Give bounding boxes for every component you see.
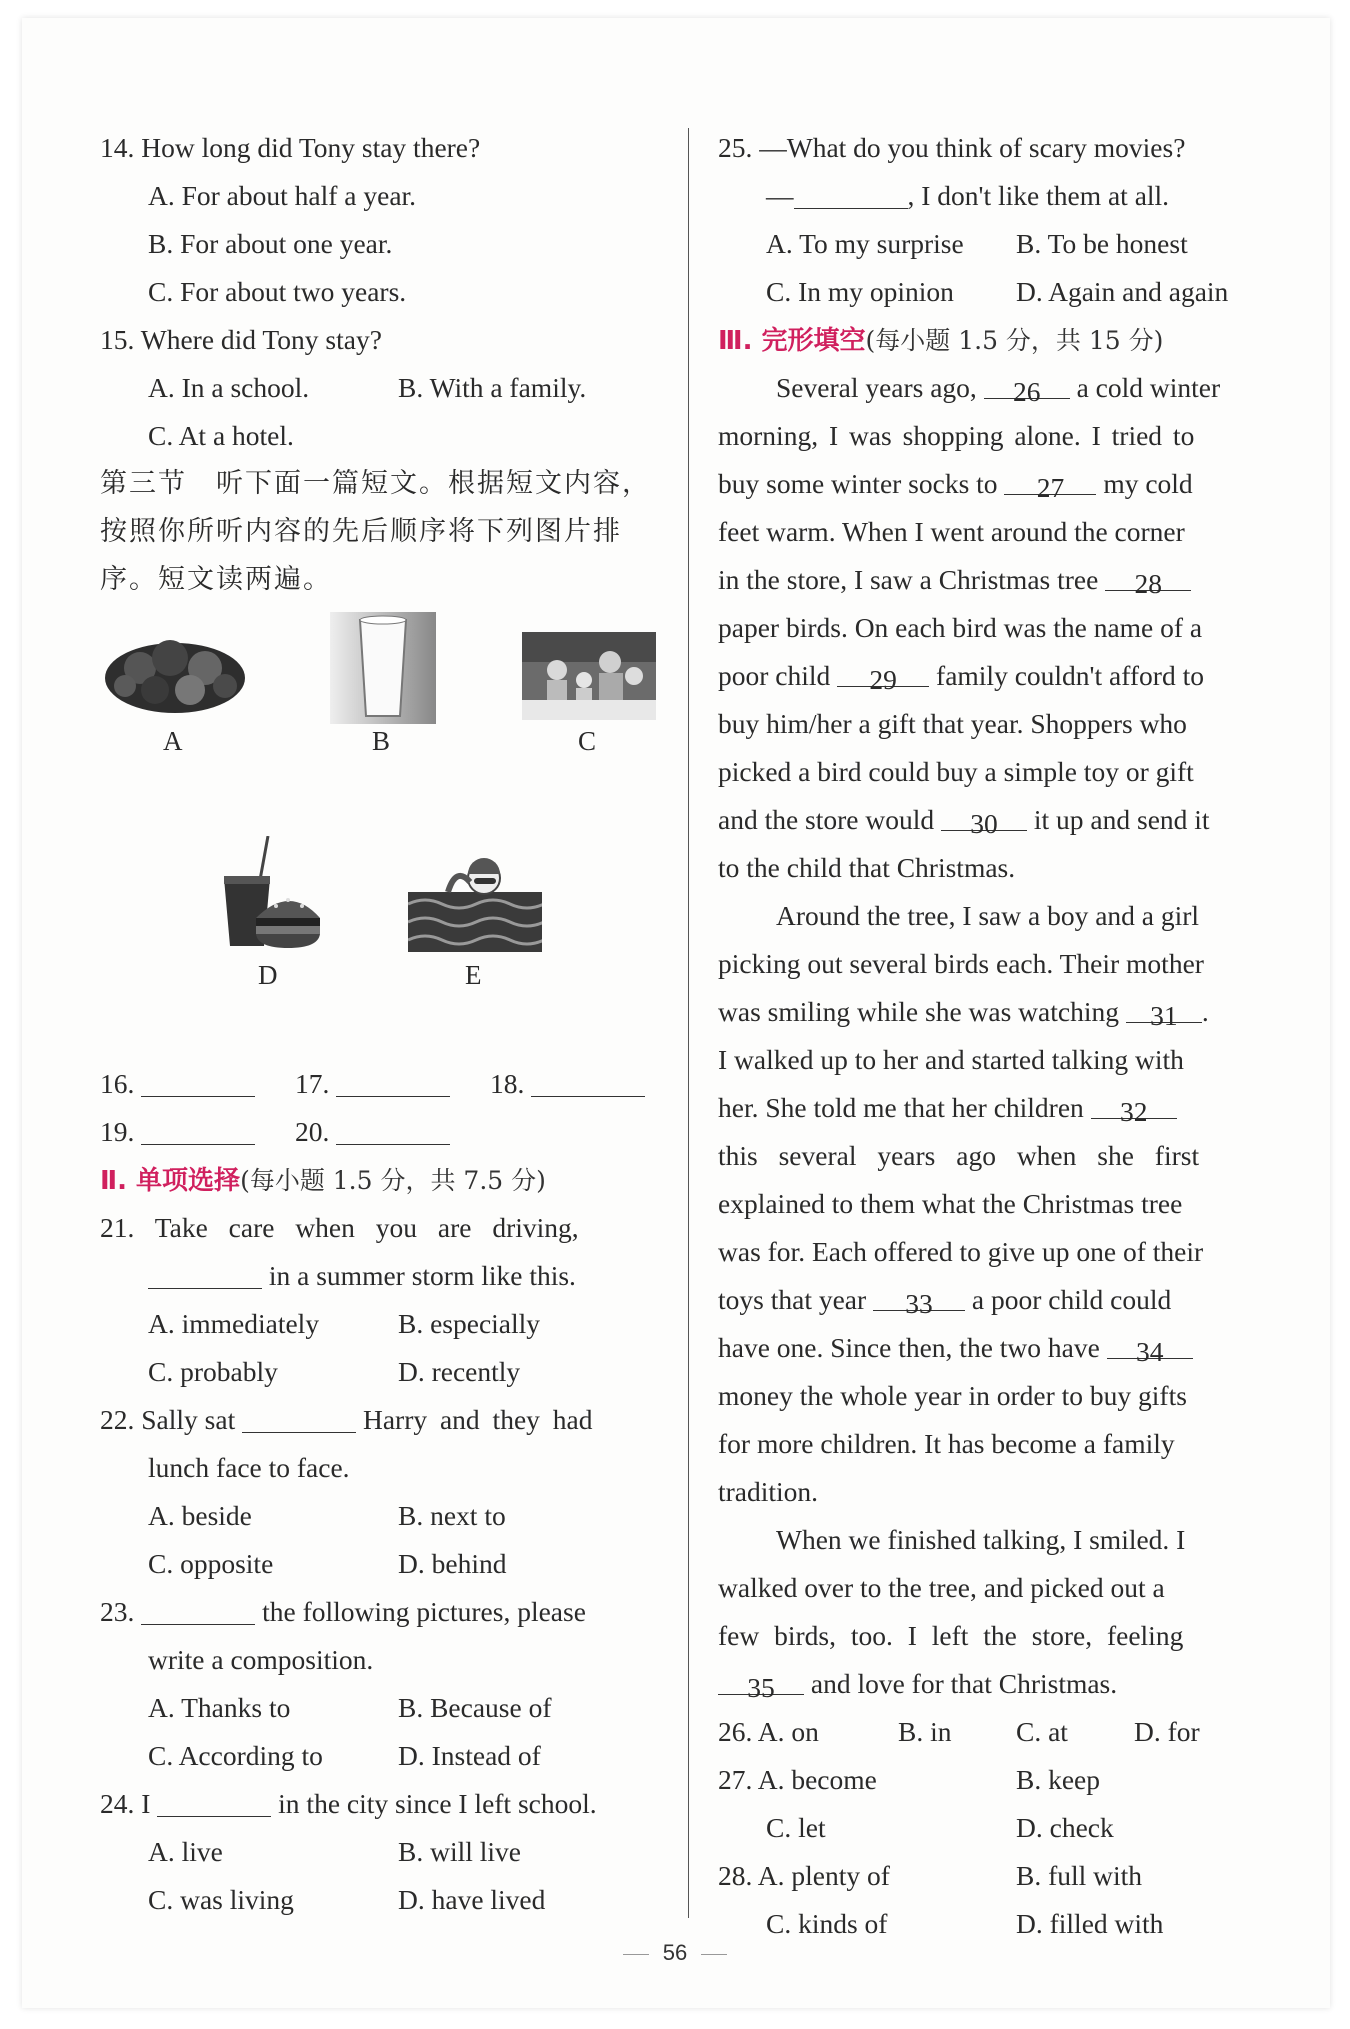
q21-option-a: A. immediately (148, 1308, 320, 1339)
cloze-p2-line1: Around the tree, I saw a boy and a girl (776, 900, 1200, 931)
answer-row-2 (100, 1108, 660, 1156)
q22-stem-line1 (100, 1396, 660, 1444)
cloze-text: and love for that Christmas. (810, 1668, 1118, 1699)
cloze-p2-line7: explained to them what the Christmas tree (718, 1188, 1183, 1219)
q22-stem-b: Harry and they had (362, 1404, 593, 1435)
cloze-blank-35[interactable]: 35 (718, 1664, 804, 1695)
cloze-text: Several years ago, (776, 372, 977, 403)
q27-option-c: C. let (766, 1812, 826, 1843)
q21-option-b: B. especially (398, 1308, 541, 1339)
q25-option-d: D. Again and again (1016, 276, 1229, 307)
page-number-footer (0, 1940, 1350, 1966)
cloze-blank-31[interactable]: 31 (1126, 992, 1202, 1023)
cloze-blank-27[interactable]: 27 (1004, 464, 1096, 495)
cloze-p1-line7 (718, 652, 1278, 700)
q14-option-a: A. For about half a year. (148, 180, 417, 211)
cloze-p3-line2: walked over to the tree, and picked out a (718, 1572, 1165, 1603)
cloze-p2-line13: tradition. (718, 1476, 819, 1507)
q23-option-d: D. Instead of (398, 1740, 541, 1771)
section3-cloze-title: Ⅲ. 完形填空 (718, 326, 866, 356)
burger-and-drink-picture (218, 836, 322, 954)
q23-stem-b: write a composition. (148, 1644, 374, 1675)
cloze-p1-line6: paper birds. On each bird was the name of a (718, 612, 1203, 643)
q24-option-a: A. live (148, 1836, 223, 1867)
q24-stem-b: in the city since I left school. (278, 1788, 597, 1819)
right-column (718, 124, 1278, 1948)
answer-20-number: 20. (295, 1116, 330, 1147)
q21-option-c: C. probably (148, 1356, 278, 1387)
q22-stem-a: 22. Sally sat (100, 1404, 236, 1435)
q14-option-b: B. For about one year. (148, 228, 393, 259)
cloze-p3-line4 (718, 1660, 1278, 1708)
q23-options-cd (100, 1732, 660, 1780)
cloze-p1-line4: feet warm. When I went around the corner (718, 516, 1185, 547)
q25-option-a: A. To my surprise (766, 228, 964, 259)
column-divider (688, 128, 689, 1918)
picture-label-b: B (372, 726, 391, 756)
cloze-blank-29[interactable]: 29 (837, 656, 929, 687)
cloze-text: a poor child could (971, 1284, 1172, 1315)
cloze-text: it up and send it (1033, 804, 1210, 835)
cloze-p1-line1 (718, 364, 1278, 412)
q21-stem-a: 21. Take care when you are driving, (100, 1212, 579, 1243)
q22-stem-c: lunch face to face. (148, 1452, 350, 1483)
cloze-blank-30[interactable]: 30 (941, 800, 1027, 831)
section3-cloze-heading (718, 316, 1278, 364)
q24-stem-a: 24. I (100, 1788, 151, 1819)
q26-option-c: C. at (1016, 1716, 1068, 1747)
q28-option-d: D. filled with (1016, 1908, 1164, 1939)
q23-options-ab (100, 1684, 660, 1732)
page-number: 56 (662, 1940, 688, 1965)
fruit-picture (100, 628, 250, 718)
q21-option-d: D. recently (398, 1356, 521, 1387)
q15-stem: 15. Where did Tony stay? (100, 324, 382, 355)
q21-stem-line1 (100, 1204, 660, 1252)
answer-16-number: 16. (100, 1068, 135, 1099)
cloze-text: family couldn't afford to (936, 660, 1204, 691)
q27-option-a: 27. A. become (718, 1764, 877, 1795)
q27-option-d: D. check (1016, 1812, 1114, 1843)
section3-instruction-line2: 按照你所听内容的先后顺序将下列图片排 (100, 516, 622, 547)
q25-stem: 25. —What do you think of scary movies? (718, 132, 1186, 163)
cloze-p1-line10 (718, 796, 1278, 844)
cloze-p1-line9: picked a bird could buy a simple toy or gift (718, 756, 1194, 787)
q23-option-b: B. Because of (398, 1692, 552, 1723)
cloze-text: and the store would (718, 804, 935, 835)
glass-of-water-picture (330, 612, 436, 724)
q24-option-c: C. was living (148, 1884, 294, 1915)
cloze-p2-line4: I walked up to her and started talking with (718, 1044, 1184, 1075)
q22-option-c: C. opposite (148, 1548, 274, 1579)
q28-options-ab (718, 1852, 1278, 1900)
q15-option-a: A. In a school. (148, 372, 310, 403)
q24-option-b: B. will live (398, 1836, 521, 1867)
cloze-text: buy some winter socks to (718, 468, 998, 499)
section2-heading (100, 1156, 660, 1204)
picture-label-a: A (163, 726, 183, 756)
cloze-p2-line3: was smiling while she was watching 31 . (718, 988, 1278, 1036)
q26-options (718, 1708, 1278, 1756)
q23-option-c: C. According to (148, 1740, 323, 1771)
q15-option-b: B. With a family. (398, 372, 587, 403)
section2-score: (每小题 1.5 分，共 7.5 分) (240, 1166, 546, 1195)
q15-option-c: C. At a hotel. (148, 420, 294, 451)
q21-options-ab (100, 1300, 660, 1348)
section2-title: Ⅱ. 单项选择 (100, 1166, 241, 1196)
q25-blank[interactable] (794, 178, 908, 209)
q21-options-cd (100, 1348, 660, 1396)
q21-stem-b: in a summer storm like this. (268, 1260, 576, 1291)
answer-18-blank[interactable] (531, 1066, 645, 1097)
q28-option-b: B. full with (1016, 1860, 1143, 1891)
cloze-p2-line8: was for. Each offered to give up one of their (718, 1236, 1204, 1267)
cloze-text: in the store, I saw a Christmas tree (718, 564, 1099, 595)
q28-option-c: C. kinds of (766, 1908, 888, 1939)
q22-options-ab (100, 1492, 660, 1540)
q27-option-b: B. keep (1016, 1764, 1101, 1795)
picture-label-d: D (258, 960, 278, 990)
cloze-p2-line6: this several years ago when she first (718, 1140, 1200, 1171)
cloze-p2-line12: for more children. It has become a family (718, 1428, 1175, 1459)
answer-17-blank[interactable] (336, 1066, 450, 1097)
q22-option-b: B. next to (398, 1500, 506, 1531)
answer-16-blank[interactable] (141, 1066, 255, 1097)
left-column-lower (100, 1060, 660, 1924)
q27-options-cd (718, 1804, 1278, 1852)
q23-stem-line1 (100, 1588, 660, 1636)
q21-stem-line2 (100, 1252, 660, 1300)
cloze-text: toys that year (718, 1284, 867, 1315)
q22-option-a: A. beside (148, 1500, 252, 1531)
cloze-p2-line5 (718, 1084, 1278, 1132)
cloze-p2-line9 (718, 1276, 1278, 1324)
family-meal-picture (522, 632, 656, 720)
cloze-text: her. She told me that her children (718, 1092, 1084, 1123)
q27-options-ab (718, 1756, 1278, 1804)
left-column (100, 124, 660, 604)
cloze-p2-line2: picking out several birds each. Their mother (718, 948, 1204, 979)
answer-20-blank[interactable] (336, 1114, 450, 1145)
section3-instruction-line1: 第三节 听下面一篇短文。根据短文内容， (100, 468, 651, 499)
answer-row-1 (100, 1060, 660, 1108)
q22-blank[interactable] (242, 1402, 356, 1433)
cloze-p1-line11: to the child that Christmas. (718, 852, 1016, 883)
answer-18-number: 18. (490, 1068, 525, 1099)
cloze-blank-33[interactable]: 33 (873, 1280, 965, 1311)
answer-19-number: 19. (100, 1116, 135, 1147)
q23-number: 23. (100, 1596, 135, 1627)
cloze-text: poor child (718, 660, 831, 691)
cloze-text: a cold winter (1076, 372, 1221, 403)
answer-17-number: 17. (295, 1068, 330, 1099)
cloze-blank-34[interactable]: 34 (1107, 1328, 1193, 1359)
picture-label-c: C (578, 726, 597, 756)
q23-stem-a: the following pictures, please (262, 1596, 586, 1627)
q25-dash: — (766, 180, 794, 211)
cloze-text: have one. Since then, the two have (718, 1332, 1100, 1363)
q14-option-c: C. For about two years. (148, 276, 407, 307)
q24-blank[interactable] (157, 1786, 271, 1817)
q22-options-cd (100, 1540, 660, 1588)
q21-blank[interactable] (148, 1258, 262, 1289)
cloze-p3-line1: When we finished talking, I smiled. I (776, 1524, 1186, 1555)
cloze-p1-line5 (718, 556, 1278, 604)
answer-19-blank[interactable] (141, 1114, 255, 1145)
q24-options-ab (100, 1828, 660, 1876)
q25-options-ab (718, 220, 1278, 268)
section3-cloze-score: (每小题 1.5 分，共 15 分) (865, 326, 1164, 355)
q28-option-a: 28. A. plenty of (718, 1860, 890, 1891)
q23-option-a: A. Thanks to (148, 1692, 291, 1723)
q25-option-b: B. To be honest (1016, 228, 1188, 259)
q25-option-c: C. In my opinion (766, 276, 954, 307)
q15-options-ab (100, 364, 660, 412)
picture-label-e: E (465, 960, 482, 990)
cloze-text: was smiling while she was watching (718, 996, 1119, 1027)
q26-option-b: B. in (898, 1716, 952, 1747)
cloze-blank-26[interactable]: 26 (984, 368, 1070, 399)
q26-option-d: D. for (1134, 1716, 1200, 1747)
cloze-p1-line2: morning, I was shopping alone. I tried to (718, 420, 1195, 451)
swimming-picture (408, 852, 542, 956)
q26-option-a: 26. A. on (718, 1716, 819, 1747)
q25-line2 (718, 172, 1278, 220)
q25-line2-text: , I don't like them at all. (907, 180, 1170, 211)
q24-stem (100, 1780, 660, 1828)
q24-options-cd (100, 1876, 660, 1924)
q14-stem: 14. How long did Tony stay there? (100, 132, 481, 163)
cloze-p1-line3 (718, 460, 1278, 508)
cloze-p3-line3: few birds, too. I left the store, feeling (718, 1620, 1184, 1651)
cloze-p2-line10 (718, 1324, 1278, 1372)
cloze-text: my cold (1103, 468, 1193, 499)
q22-option-d: D. behind (398, 1548, 507, 1579)
q24-option-d: D. have lived (398, 1884, 546, 1915)
section3-instruction-line3: 序。短文读两遍。 (100, 564, 332, 595)
cloze-p1-line8: buy him/her a gift that year. Shoppers who (718, 708, 1187, 739)
cloze-blank-28[interactable]: 28 (1105, 560, 1191, 591)
q23-blank[interactable] (141, 1594, 255, 1625)
q25-options-cd (718, 268, 1278, 316)
cloze-blank-32[interactable]: 32 (1091, 1088, 1177, 1119)
cloze-p2-line11: money the whole year in order to buy gifts (718, 1380, 1187, 1411)
